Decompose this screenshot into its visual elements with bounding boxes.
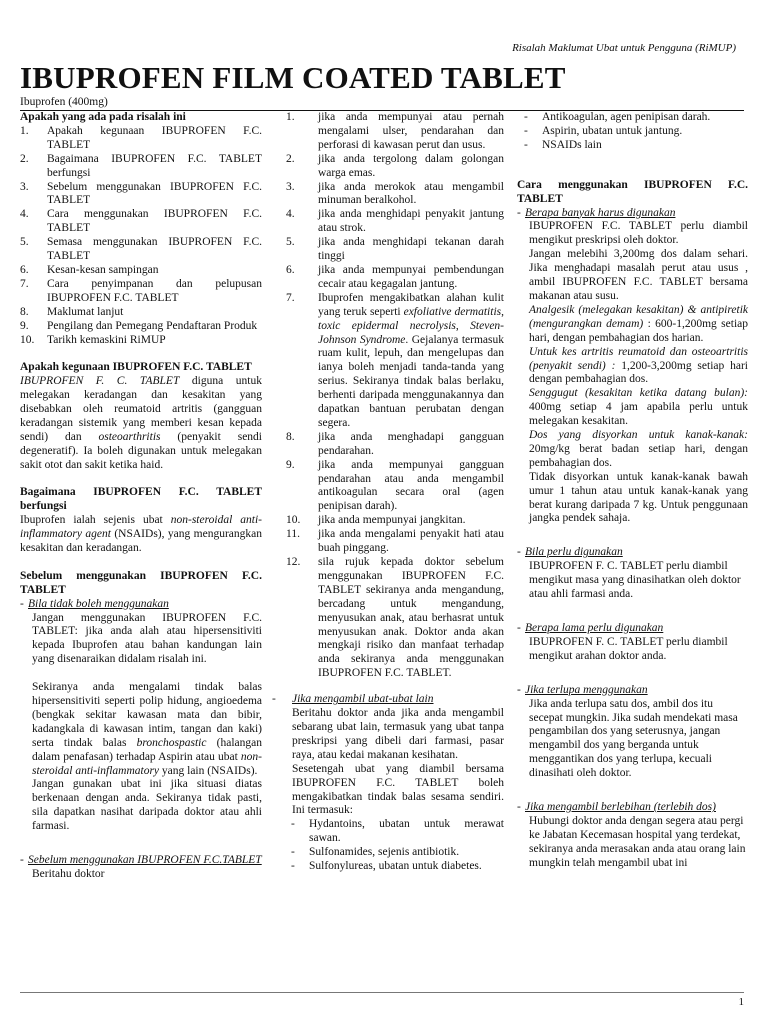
toc-item: [20, 236, 262, 264]
list-marker: 10.: [20, 333, 35, 346]
list-item-text: jika anda mempunyai gangguan pendarahan atau anda mengambil antikoagulan secara oral (agen penipisan darah).: [318, 458, 504, 513]
list-item-text: jika anda menghadapi gangguan pendarahan.: [318, 430, 504, 457]
toc-item: [20, 306, 262, 320]
other-medicines-text: Beritahu doktor anda jika anda mengambil sebarang ubat lain, termasuk yang ubat tanpa preskripsi yang dibeli dari farmasi, pasar raya, atau kedai makanan kesihatan. Sesetengah ubat yang diambil bersama IBUPROFEN F.C. TABLET boleh mengakibatkan tindak balas sesama sendiri. Ini termasuk:: [292, 707, 504, 817]
list-item-text: Sulfonamides, sejenis antibiotik.: [309, 846, 460, 859]
how-paragraph: Ibuprofen ialah sejenis ubat non-steroidal anti-inflammatory agent (NSAIDs), yang mengurangkan kesakitan dan keradangan.: [20, 514, 263, 555]
toc-item: [20, 278, 262, 306]
list-marker: -: [524, 124, 528, 137]
subheading-when-to-use: - Bila perlu digunakan: [517, 546, 623, 559]
list-marker: 7.: [286, 291, 295, 304]
list-marker: 1.: [286, 111, 295, 123]
usage-paragraph: IBUPROFEN F. C. TABLET diguna untuk melegakan keradangan dan kesakitan yang disebabkan oleh reumatoid artritis (gangguan keradangan sistemik yang memberi kesan kepada sendi) dan osteoarthritis (penyakit sendi degeneratif). Ia boleh digunakan untuk melegakan sakit otot dan sakit ketika haid.: [20, 375, 262, 471]
before-paragraphs: Jangan menggunakan IBUPROFEN F.C. TABLET: jika anda alah atau hipersensitiviti kepada Ibuprofen atau bahan kandungan lain yang disenaraikan didalam risalah ini. Sekiranya anda mengalami tindak balas hipersensitiviti seperti polip hidung, angioedema (bengkak sekitar kawasan mata dan bibir, kadangkala di kawasan intim, tangan dan kaki) serta tindak balas bronchospastic (halangan dalam penafasan) terhadap Aspirin atau ubat non-steroidal anti-inflammatory yang lain (NSAIDs). Jangan gunakan ubat ini jika situasi diatas berkenaan dengan anda. Sekiranya tidak pasti, sila dapatkan nasihat daripada doktor atau ahli farmasi.: [32, 611, 262, 833]
footer-rule: [20, 992, 744, 993]
list-marker: -: [524, 111, 528, 123]
interaction-list-part-2: [517, 111, 748, 153]
list-item-text: jika anda mengalami penyakit hati atau buah pinggang.: [318, 528, 504, 555]
list-marker: 5.: [20, 236, 29, 249]
list-marker: 2.: [20, 152, 29, 165]
list-item-text: sila rujuk kepada doktor sebelum menggunakan IBUPROFEN F.C. TABLET sekiranya anda mengandung, bercadang untuk mengandung, menyusukan anak, atau berhasrat untuk menyusukan anak. Doktor anda akan mengkaji risiko dan manfaat terhadap anda sekiranya anda menggunakan IBUPROFEN F.C. TABLET.: [318, 556, 504, 680]
tell-doctor-item: [284, 556, 504, 681]
dosage-text: IBUPROFEN F.C. TABLET perlu diambil mengikut preskripsi oleh doktor. Jangan melebihi 3,200mg dos dalam sehari. Jika menghadapi masalah perut atau usus , ambil IBUPROFEN F.C. TABLET bersama makanan atau susu. Analgesik (melegakan kesakitan) & antipiretik (mengurangkan demam) : 600-1,200mg setiap hari, dengan pembahagian dos harian. Untuk kes artritis reumatoid dan osteoartritis (penyakit sendi) : 1,200-3,200mg setiap hari dengan pembahagian dos. Senggugut (kesakitan ketika datang bulan): 400mg setiap 4 jam apabila perlu untuk melegakan kesakitan. Dos yang disyorkan untuk kanak-kanak: 20mg/kg berat badan setiap hari, dengan pembahagian dos. Tidak disyorkan untuk kanak-kanak bawah umur 1 tahun atau untuk kanak-kanak yang berat kurang daripada 7 kg. Untuk penggunaan jangka pendek sahaja.: [529, 220, 748, 525]
list-marker: 2.: [286, 152, 295, 165]
list-marker: 6.: [20, 263, 29, 276]
section-heading-how: Bagaimana IBUPROFEN F.C. TABLET berfungsi: [20, 486, 262, 513]
list-marker: 11.: [286, 528, 300, 541]
toc-item: [20, 125, 262, 153]
tell-doctor-item: [284, 208, 504, 236]
tell-doctor-item: [284, 111, 504, 153]
interaction-list-part-1: [284, 818, 504, 874]
section-heading-before: Sebelum menggunakan IBUPROFEN F.C. TABLET: [20, 569, 262, 596]
toc-list: [20, 125, 262, 348]
list-marker: 8.: [20, 305, 29, 318]
list-marker: 5.: [286, 236, 295, 249]
interaction-item: [517, 111, 748, 125]
subheading-other-medicines: - Jika mengambil ubat-ubat lain: [272, 693, 434, 706]
list-marker: -: [291, 846, 295, 859]
list-marker: 9.: [20, 319, 29, 332]
tell-doctor-item: [284, 181, 504, 209]
page-title: IBUPROFEN FILM COATED TABLET: [20, 60, 566, 95]
list-marker: 1.: [20, 124, 29, 137]
list-item-text: jika anda menghidapi tekanan darah tinggi: [318, 236, 504, 263]
toc-item: [20, 264, 262, 278]
toc-item: [20, 153, 262, 181]
list-marker: 10.: [286, 514, 301, 527]
section-heading-toc: Apakah yang ada pada risalah ini: [20, 111, 186, 123]
subheading-how-much: - Berapa banyak harus digunakan: [517, 206, 676, 219]
list-item-text: jika anda mempunyai pembendungan cecair atau kegagalan jantung.: [318, 263, 504, 290]
subheading-missed-dose: - Jika terlupa menggunakan: [517, 683, 648, 696]
list-item-text: NSAIDs lain: [542, 138, 602, 151]
interaction-item: [284, 846, 504, 860]
list-marker: 4.: [286, 208, 295, 221]
list-item-text: Aspirin, ubatan untuk jantung.: [542, 124, 683, 137]
list-item-text: Cara menggunakan IBUPROFEN F.C. TABLET: [47, 208, 262, 235]
list-item-text: jika anda menghidapi penyakit jantung atau strok.: [318, 208, 504, 235]
tell-doctor-item: [284, 264, 504, 292]
tell-doctor-item: [284, 528, 504, 556]
interaction-item: [517, 125, 748, 139]
list-marker: 9.: [286, 458, 295, 471]
list-marker: 8.: [286, 430, 295, 443]
page-subtitle: Ibuprofen (400mg): [20, 96, 108, 108]
list-item-text: Maklumat lanjut: [47, 305, 124, 318]
toc-item: [20, 181, 262, 209]
section-heading-usage: Apakah kegunaan IBUPROFEN F.C. TABLET: [20, 361, 252, 374]
list-item-text: jika anda merokok atau mengambil minuman beralkohol.: [318, 180, 504, 207]
subheading-before-use: - Sebelum menggunakan IBUPROFEN F.C.TABLET: [20, 854, 262, 867]
toc-item: [20, 208, 262, 236]
tell-doctor-item: [284, 153, 504, 181]
how-long-text: IBUPROFEN F. C. TABLET perlu diambil mengikut arahan doktor anda.: [529, 635, 728, 662]
tell-doctor-item: 7. Ibuprofen mengakibatkan alahan kulit yang teruk seperti exfoliative dermatitis, toxic epidermal necrolysis, Steven-Johnson Syndrome. Gejalanya termasuk ruam kulit, lepuh, dan mengelupas dan ianya boleh menjadi tanda-tanda yang serius. Sekiranya tindak balas berlaku, berhenti daripada menggunakannya dan dapatkan bantuan perubatan dengan segera.: [286, 291, 505, 429]
subheading-when-not-to-use: - Bila tidak boleh menggunakan: [20, 597, 169, 610]
overdose-text: Hubungi doktor anda dengan segera atau pergi ke Jabatan Kecemasan hospital yang terdekat, sekiranya anda merasakan anda atau orang lain mungkin telah mengambil ubat ini: [529, 814, 746, 869]
column-3: [517, 111, 748, 871]
list-item-text: jika anda mempunyai atau pernah mengalami ulser, pendarahan dan perforasi di kawasan perut dan usus.: [318, 111, 504, 151]
list-item-text: Semasa menggunakan IBUPROFEN F.C. TABLET: [47, 236, 262, 263]
list-item-text: Hydantoins, ubatan untuk merawat sawan.: [309, 818, 504, 845]
list-item-text: Bagaimana IBUPROFEN F.C. TABLET berfungsi: [47, 152, 262, 179]
running-header: Risalah Maklumat Ubat untuk Pengguna (RiMUP): [512, 42, 736, 54]
list-marker: 3.: [286, 180, 295, 193]
column-2: [272, 111, 505, 874]
list-marker: 4.: [20, 208, 29, 221]
list-item-text: Antikoagulan, agen penipisan darah.: [542, 111, 711, 123]
tell-doctor-item: [284, 236, 504, 264]
tell-doctor-item: [284, 459, 504, 515]
list-marker: 7.: [20, 277, 29, 290]
list-marker: -: [524, 138, 528, 151]
missed-dose-text: Jika anda terlupa satu dos, ambil dos itu secepat mungkin. Jika sudah mendekati masa pengambilan dos yang seterusnya, jangan mengambil dos yang berganda untuk menggantikan dos yang terlupa, kecuali dinasihati oleh doktor.: [529, 697, 738, 780]
list-item-text: Sebelum menggunakan IBUPROFEN F.C. TABLET: [47, 180, 262, 207]
list-marker: 3.: [20, 180, 29, 193]
subheading-overdose: - Jika mengambil berlebihan (terlebih dos): [517, 801, 716, 814]
toc-item: [20, 334, 262, 348]
tell-doctor-text: Beritahu doktor: [32, 867, 105, 880]
when-to-use-text: IBUPROFEN F. C. TABLET perlu diambil mengikut masa yang dinasihatkan oleh doktor atau ahli farmasi anda.: [529, 560, 741, 601]
interaction-item: [284, 860, 504, 874]
list-item-text: Sulfonylureas, ubatan untuk diabetes.: [309, 860, 482, 873]
list-marker: 6.: [286, 263, 295, 276]
column-1: [20, 111, 262, 882]
tell-doctor-list: [284, 111, 504, 681]
tell-doctor-item: [284, 514, 504, 528]
list-marker: -: [291, 860, 295, 873]
list-item-text: Apakah kegunaan IBUPROFEN F.C. TABLET: [47, 124, 262, 151]
tell-doctor-item: [284, 431, 504, 459]
list-item-text: Tarikh kemaskini RiMUP: [47, 333, 166, 346]
list-marker: -: [291, 818, 295, 831]
list-item-text: jika anda tergolong dalam golongan warga emas.: [318, 152, 504, 179]
list-item-text: jika anda mempunyai jangkitan.: [318, 514, 466, 527]
interaction-item: [284, 818, 504, 846]
interaction-item: [517, 139, 748, 153]
list-item-text: Kesan-kesan sampingan: [47, 263, 159, 276]
toc-item: [20, 320, 262, 334]
section-heading-how-to-use: Cara menggunakan IBUPROFEN F.C. TABLET: [517, 178, 748, 205]
subheading-how-long: - Berapa lama perlu digunakan: [517, 622, 664, 634]
page-number: 1: [738, 996, 744, 1008]
list-item-text: Cara penyimpanan dan pelupusan IBUPROFEN F.C. TABLET: [47, 277, 262, 304]
list-marker: 12.: [286, 556, 301, 568]
list-item-text: Pengilang dan Pemegang Pendaftaran Produk: [47, 319, 258, 332]
